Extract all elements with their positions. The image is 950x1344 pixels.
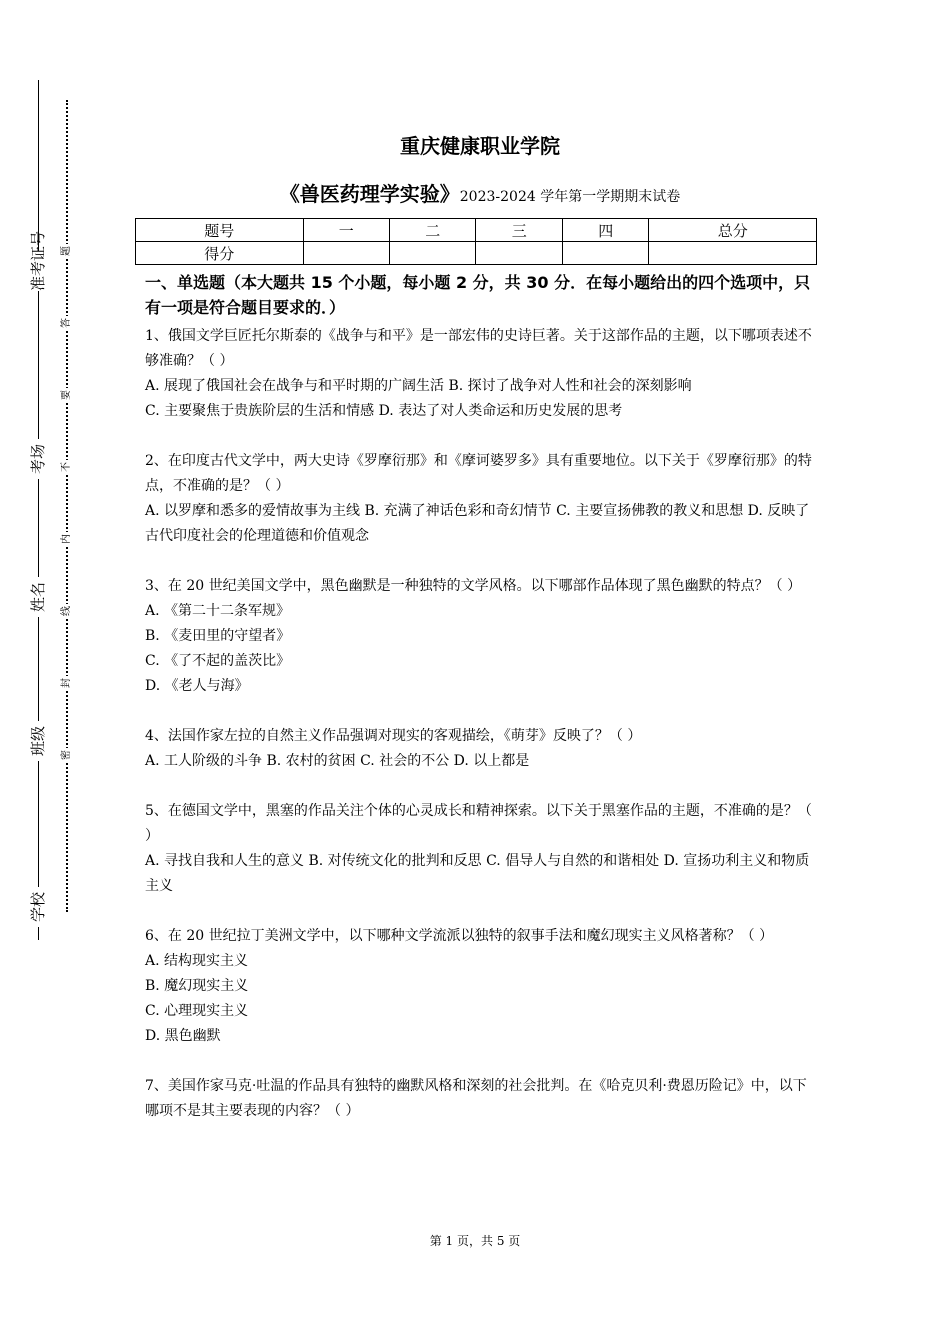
seal-char: 内 — [61, 534, 72, 544]
binding-margin — [16, 80, 80, 940]
question-stem: 6、在 20 世纪拉丁美洲文学中，以下哪种文学流派以独特的叙事手法和魔幻现实主义风格著称？（ ） — [145, 928, 774, 944]
seal-char: 答 — [61, 318, 72, 328]
question-item — [145, 724, 815, 774]
question-option: B. 《麦田里的守望者》 — [145, 628, 291, 644]
score-cell — [303, 242, 389, 265]
score-table-score-row — [136, 242, 817, 265]
school-name: 重庆健康职业学院 — [400, 134, 560, 158]
seal-char: 封 — [61, 678, 72, 688]
seal-char: 线 — [61, 606, 72, 616]
score-cell: 一 — [303, 219, 389, 242]
section-title: 一、单选题（本大题共 15 个小题，每小题 2 分，共 30 分．在每小题给出的四个选项中，只有一项是符合题目要求的．） — [145, 273, 811, 317]
page-footer: 第 1 页，共 5 页 — [429, 1234, 521, 1248]
question-option: D. 《老人与海》 — [145, 678, 249, 694]
score-table-header-row — [136, 219, 817, 242]
question-stem: 5、在德国文学中，黑塞的作品关注个体的心灵成长和精神探索。以下关于黑塞作品的主题，不准确的是？（ ） — [145, 803, 812, 844]
score-cell: 题号 — [136, 219, 304, 242]
score-cell: 二 — [389, 219, 475, 242]
exam-title — [145, 178, 815, 207]
score-cell: 四 — [562, 219, 648, 242]
seal-char: 题 — [61, 246, 72, 256]
score-cell: 得分 — [136, 242, 304, 265]
question-item — [145, 574, 815, 699]
question-stem: 2、在印度古代文学中，两大史诗《罗摩衍那》和《摩诃婆罗多》具有重要地位。以下关于《罗摩衍那》的特点，不准确的是？（ ） — [145, 453, 812, 494]
class-label: 班级 — [29, 721, 47, 761]
student-info-line — [38, 80, 39, 940]
seal-char: 不 — [61, 462, 72, 472]
seal-line — [66, 100, 68, 912]
name-label: 姓名 — [29, 577, 47, 617]
question-item — [145, 449, 815, 549]
score-cell — [476, 242, 562, 265]
question-item — [145, 324, 815, 424]
question-option: B. 魔幻现实主义 — [145, 978, 249, 994]
question-stem: 7、美国作家马克·吐温的作品具有独特的幽默风格和深刻的社会批判。在《哈克贝利·费恩历险记》中，以下哪项不是其主要表现的内容？（ ） — [145, 1078, 807, 1119]
question-option: A. 结构现实主义 — [145, 953, 249, 969]
seal-char: 要 — [61, 390, 72, 400]
score-cell: 总分 — [649, 219, 817, 242]
score-cell — [649, 242, 817, 265]
score-table — [135, 218, 817, 265]
question-item — [145, 799, 815, 899]
score-cell — [562, 242, 648, 265]
question-stem: 1、俄国文学巨匠托尔斯泰的《战争与和平》是一部宏伟的史诗巨著。关于这部作品的主题，以下哪项表述不够准确？（ ） — [145, 328, 812, 369]
question-option: C. 心理现实主义 — [145, 1003, 249, 1019]
question-option: A. 展现了俄国社会在战争与和平时期的广阔生活 B. 探讨了战争对人性和社会的深刻影响 — [145, 378, 692, 394]
question-option: C. 主要聚焦于贵族阶层的生活和情感 D. 表达了对人类命运和历史发展的思考 — [145, 403, 623, 419]
question-item — [145, 924, 815, 1049]
question-option: A. 以罗摩和悉多的爱情故事为主线 B. 充满了神话色彩和奇幻情节 C. 主要宣扬佛教的教义和思想 D. 反映了古代印度社会的伦理道德和价值观念 — [145, 503, 810, 544]
question-option: A. 寻找自我和人生的意义 B. 对传统文化的批判和反思 C. 倡导人与自然的和谐相处 D. 宣扬功利主义和物质主义 — [145, 853, 810, 894]
question-stem: 4、法国作家左拉的自然主义作品强调对现实的客观描绘，《萌芽》反映了？（ ） — [145, 728, 642, 744]
question-option: C. 《了不起的盖茨比》 — [145, 653, 291, 669]
exam-room-label: 考场 — [29, 439, 47, 479]
score-cell — [389, 242, 475, 265]
question-option: A. 《第二十二条军规》 — [145, 603, 291, 619]
exam-content — [145, 270, 815, 1149]
course-name: 《兽医药理学实验》 — [279, 182, 460, 206]
school-label: 学校 — [29, 887, 47, 927]
exam-number-label: 准考证号 — [29, 230, 47, 291]
question-stem: 3、在 20 世纪美国文学中，黑色幽默是一种独特的文学风格。以下哪部作品体现了黑色幽默的特点？（ ） — [145, 578, 802, 594]
question-option: D. 黑色幽默 — [145, 1028, 221, 1044]
exam-term: 2023-2024 学年第一学期期末试卷 — [459, 189, 681, 205]
score-cell: 三 — [476, 219, 562, 242]
question-list — [145, 324, 815, 1124]
seal-char: 密 — [61, 750, 72, 760]
question-item — [145, 1074, 815, 1124]
question-option: A. 工人阶级的斗争 B. 农村的贫困 C. 社会的不公 D. 以上都是 — [145, 753, 530, 769]
